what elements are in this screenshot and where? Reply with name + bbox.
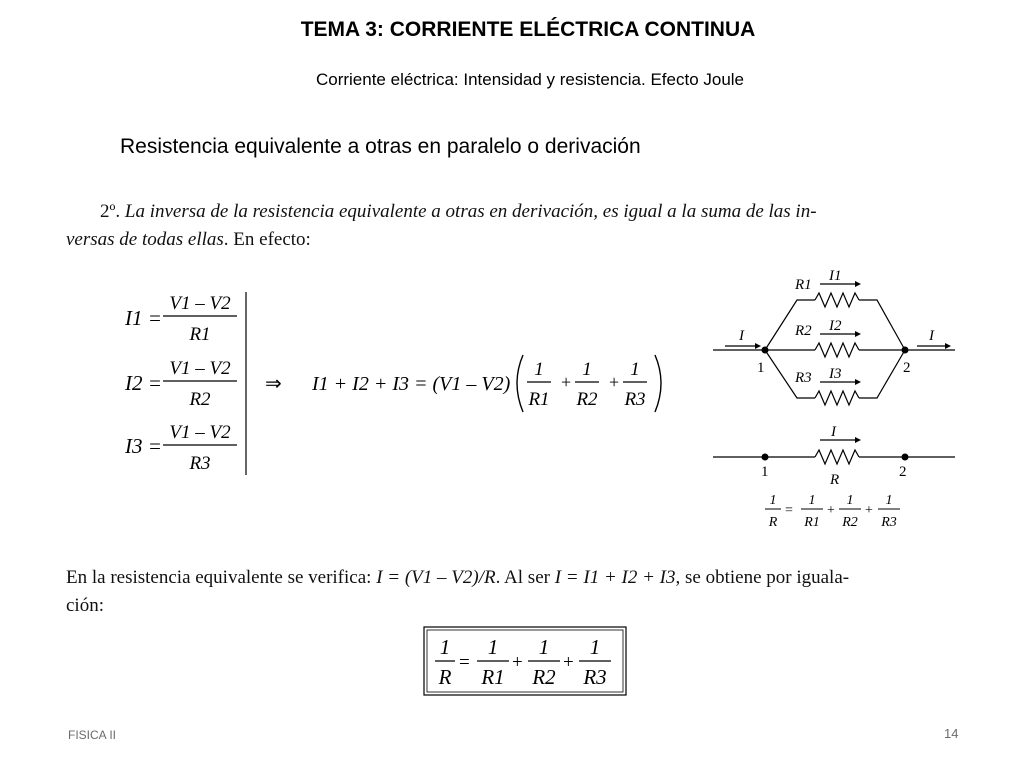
final-frac2-den: R2 (532, 665, 556, 689)
arrowhead-i2 (855, 331, 861, 337)
final-equals: = (459, 652, 470, 673)
eq3-denominator: R3 (189, 453, 211, 474)
eq1-denominator: R1 (189, 324, 211, 345)
small-frac3-num: 1 (885, 493, 893, 508)
final-frac3-num: 1 (589, 635, 601, 659)
node-2-dot (902, 347, 909, 354)
resistor-r3 (815, 391, 859, 405)
footer-course: FISICA II (68, 728, 117, 742)
paragraph-rule (66, 198, 986, 254)
arrowhead-i-out (945, 343, 951, 349)
label-r3: R3 (795, 370, 812, 386)
small-frac1-num: 1 (808, 493, 816, 508)
label-i-equiv: I (831, 424, 836, 440)
rule-text-line2: versas de todas ellas (66, 229, 224, 250)
para2-text-b: . Al ser (495, 567, 555, 588)
arrowhead-i-equiv (855, 437, 861, 443)
sum-frac3-den: R3 (624, 389, 646, 410)
parallel-circuit-diagram (705, 262, 970, 547)
branch1-right-wire (859, 300, 905, 350)
para2-formula-2: I = I1 + I2 + I3 (554, 567, 676, 588)
eq2-denominator: R2 (189, 389, 211, 410)
label-i-out: I (929, 328, 934, 344)
resistor-r2 (815, 343, 859, 357)
eq2-numerator: V1 – V2 (169, 358, 231, 379)
label-i2: I2 (829, 318, 842, 334)
rule-text-tail: . En efecto: (223, 229, 311, 250)
eq1-numerator: V1 – V2 (169, 293, 231, 314)
label-equiv-node-2: 2 (899, 464, 907, 480)
eq1-lhs: I1 = (125, 306, 162, 330)
sum-frac1-den: R1 (528, 389, 550, 410)
equiv-node-1-dot (762, 454, 769, 461)
slide-subtitle: Corriente eléctrica: Intensidad y resistencia. Efecto Joule (315, 70, 745, 89)
branch3-right-wire (859, 350, 905, 398)
final-plus1: + (512, 652, 523, 673)
eq2-lhs: I2 = (125, 371, 162, 395)
paragraph-equivalence (66, 564, 986, 620)
section-heading: Resistencia equivalente a otras en paralelo o derivación (120, 135, 641, 158)
sum-expression: I1 + I2 + I3 = (V1 – V2) (312, 373, 511, 395)
sum-plus1: + (561, 372, 572, 392)
para2-text-c: , se obtiene por iguala- (675, 567, 850, 588)
slide-title: TEMA 3: CORRIENTE ELÉCTRICA CONTINUA (300, 18, 756, 41)
small-plus1: + (827, 503, 835, 518)
sum-plus2: + (609, 372, 620, 392)
implies-arrow: ⇒ (265, 373, 282, 395)
final-frac2-num: 1 (538, 635, 550, 659)
label-r: R (830, 472, 840, 488)
label-i-in: I (739, 328, 744, 344)
para2-formula-1: I = (V1 – V2)/R (376, 567, 496, 588)
sum-frac3-num: 1 (630, 359, 640, 380)
label-i1: I1 (829, 268, 842, 284)
small-frac1-den: R1 (804, 515, 820, 530)
equations-figure (115, 280, 685, 485)
left-paren (517, 355, 523, 412)
small-frac2-den: R2 (842, 515, 858, 530)
label-r2: R2 (795, 323, 812, 339)
final-frac3-den: R3 (583, 665, 607, 689)
label-node-2: 2 (903, 360, 911, 376)
final-plus2: + (563, 652, 574, 673)
final-lhs-num: 1 (439, 635, 451, 659)
small-frac2-num: 1 (846, 493, 854, 508)
eq3-lhs: I3 = (125, 434, 162, 458)
final-formula-box (423, 626, 627, 696)
small-frac-lhs-den: R (768, 515, 778, 530)
arrowhead-i1 (855, 281, 861, 287)
final-lhs-den: R (438, 665, 452, 689)
resistor-r (815, 450, 859, 464)
arrowhead-i-in (755, 343, 761, 349)
eq3-numerator: V1 – V2 (169, 422, 231, 443)
sum-frac2-num: 1 (582, 359, 592, 380)
rule-number: 2º. (100, 201, 121, 222)
small-equals: = (785, 503, 793, 518)
arrowhead-i3 (855, 379, 861, 385)
label-r1: R1 (795, 277, 812, 293)
small-frac-lhs-num: 1 (769, 493, 777, 508)
sum-frac2-den: R2 (576, 389, 598, 410)
label-node-1: 1 (757, 360, 765, 376)
small-plus2: + (865, 503, 873, 518)
label-equiv-node-1: 1 (761, 464, 769, 480)
final-frac1-num: 1 (487, 635, 499, 659)
label-i3: I3 (829, 366, 842, 382)
para2-text-line2: ción: (66, 595, 104, 616)
rule-text-line1: La inversa de la resistencia equivalente a otras en derivación, es igual a la suma de las in- (124, 201, 817, 222)
node-1-dot (762, 347, 769, 354)
small-frac3-den: R3 (881, 515, 897, 530)
sum-frac1-num: 1 (534, 359, 544, 380)
resistor-r1 (815, 293, 859, 307)
right-paren (655, 355, 661, 412)
final-frac1-den: R1 (481, 665, 505, 689)
para2-text-a: En la resistencia equivalente se verifica: (66, 567, 377, 588)
equiv-node-2-dot (902, 454, 909, 461)
footer-page-number: 14 (944, 726, 959, 741)
